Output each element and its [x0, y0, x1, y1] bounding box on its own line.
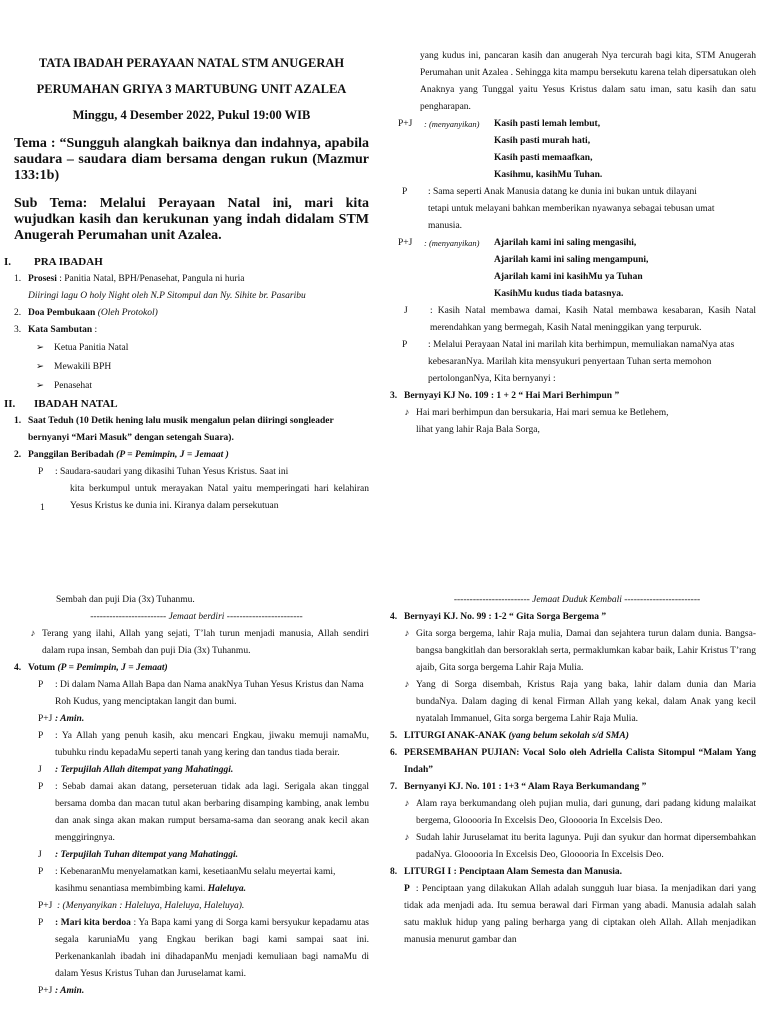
- speaker-text: : Di dalam Nama Allah Bapa dan Nama anakNya Tuhan Yesus Kristus dan Nama Roh Kudus, yang menciptakan langit dan bumi.: [55, 680, 364, 707]
- speaker-label: J: [404, 306, 408, 316]
- music-note-icon: ♪: [404, 408, 410, 418]
- song-line: Ajarilah kami ini saling mengampuni,: [494, 255, 649, 265]
- panggilan-continued: yang kudus ini, pancaran kasih dan anugerah Nya tercurah bagi kita, STM Anugerah Perumahan unit Azalea . Sehingga kita mampu bersekutu karena telah dipersatukan oleh Anaknya yang Tunggal yaitu Yesus Kristus dalam satu iman, satu kasih dan satu pengharapan.: [420, 51, 756, 112]
- item-kj101: [390, 779, 756, 796]
- speaker-label: P: [402, 187, 408, 197]
- item-note: (yang belum sekolah s/d SMA): [506, 731, 629, 741]
- song-verse: [398, 830, 756, 864]
- verse-text: Alam raya berkumandang oleh pujian mulia, dari gunung, dari padang kidung malaikat bergema, Glooooria In Excelsis Deo, Glooooria In Excelsis Deo.: [416, 799, 756, 826]
- speaker-text: : Kasih Natal membawa damai, Kasih Natal membawa kesabaran, Kasih Natal merendahkan yang bermegah, Kasih Natal meninggikan yang terpuruk.: [430, 306, 756, 333]
- section-title: PRA IBADAH: [34, 256, 103, 268]
- music-note-icon: ♪: [404, 629, 410, 639]
- tema: Tema : “Sungguh alangkah baiknya dan indahnya, apabila saudara – saudara diam bersama dengan rukun (Mazmur 133:1b): [14, 136, 369, 183]
- page2-left-column: [14, 592, 369, 1000]
- speaker-text: : KebenaranMu menyelamatkan kami, kesetiaanMu selalu meyertai kami, kasihmu senantiasa membimbing kami.: [55, 867, 336, 894]
- item-number: 4.: [14, 663, 22, 673]
- votum-p: [14, 728, 369, 762]
- item-saat-teduh: [14, 413, 369, 447]
- page-2: [0, 580, 768, 1024]
- item-number: 3.: [390, 391, 398, 401]
- verse-text: Yang di Sorga disembah, Kristus Raja yang baka, lahir dalam dunia dan Maria bundaNya. Dalam daging di kenal Firman Allah yang kekal, dalam Anak yang kecil nyatalah Immanuel, Gita sorga bergema Lahir Raja Mulia.: [416, 680, 756, 724]
- item-text: :: [92, 325, 98, 335]
- speaker-text: : Sebab damai akan datang, perseteruan tidak ada lagi. Serigala akan tinggal bersama domba dan macan tutul akan berbaring disamping kambing, anak lembu dan anak singa akan makan rumput bersama-sama dan seorang anak kecil akan menggiringnya.: [55, 782, 369, 843]
- item-doa: [14, 305, 369, 322]
- verse-text: Hai mari berhimpun dan bersukaria, Hai mari semua ke Betlehem, lihat yang lahir Raja Bala Sorga,: [416, 408, 669, 435]
- section-number: II.: [4, 398, 16, 410]
- response-p: [398, 337, 756, 388]
- pj-sing-1: [398, 116, 756, 133]
- item-number: 8.: [390, 867, 398, 877]
- arrow-bullet-icon: ➢: [36, 381, 44, 391]
- item-kj109: [390, 388, 756, 405]
- item-title: LITURGI I : Penciptaan Alam Semesta dan Manusia.: [404, 867, 622, 877]
- item-title: PERSEMBAHAN PUJIAN: Vocal Solo oleh Adriella Calista Sitompul “Malam Yang Indah”: [404, 748, 756, 775]
- speaker-mode: : (menyanyikan): [424, 238, 480, 248]
- song-line: Ajarilah kami ini kasihMu ya Tuhan: [494, 272, 643, 282]
- speaker-text: : Penciptaan yang dilakukan Allah adalah sungguh luar biasa. Ia menjadikan dari yang tidak ada menjadi ada. Itu semua berawal dari Firman yang abadi. Manusia adalah salah satu makluk hidup yang paling berharga yang di ciptakan oleh Allah. Allah menjadikan manusia menurut gambar dan: [404, 884, 756, 945]
- song-verse: [14, 626, 369, 660]
- liturgi-1-text: [398, 881, 756, 949]
- song-line: Kasih pasti memaafkan,: [494, 153, 593, 163]
- verse-text: Sudah lahir Juruselamat itu berita lagunya. Puji dan syukur dan hormat dipersembahkan padaNya. Glooooria In Excelsis Deo, Glooooria In Excelsis Deo.: [416, 833, 756, 860]
- sambutan-list: [14, 339, 369, 396]
- item-panggilan: [14, 447, 369, 464]
- speaker-mode: : (menyanyikan): [424, 119, 480, 129]
- section-title: IBADAH NATAL: [34, 398, 118, 410]
- item-liturgi-1: [390, 864, 756, 881]
- item-label: Votum: [28, 663, 56, 673]
- pj-sing-2: [398, 235, 756, 252]
- item-title: Bernyanyi KJ. No. 101 : 1+3 “ Alam Raya Berkumandang ”: [404, 782, 647, 792]
- sub-tema: Sub Tema: Melalui Perayaan Natal ini, mari kita wujudkan kasih dan kerukunan yang indah didalam STM Anugerah Perumahan unit Azalea.: [14, 196, 369, 243]
- song-verse: [398, 626, 756, 677]
- song-verse: [398, 677, 756, 728]
- song-line: Kasih pasti murah hati,: [494, 136, 591, 146]
- item-label: Kata Sambutan: [28, 325, 93, 335]
- page1-right-column: [390, 48, 756, 439]
- speaker-text: : Terpujilah Allah ditempat yang Mahatinggi.: [55, 765, 234, 775]
- item-prosesi-note: Diiringi lagu O holy Night oleh N.P Sitompul dan Ny. Sihite br. Pasaribu: [28, 291, 306, 301]
- speaker-label: P+J: [38, 714, 53, 724]
- music-note-icon: ♪: [404, 680, 410, 690]
- item-label: Panggilan Beribadah: [28, 450, 114, 460]
- speaker-label: P: [38, 467, 44, 477]
- arrow-bullet-icon: ➢: [36, 362, 44, 372]
- list-item-text: Mewakili BPH: [54, 362, 112, 372]
- votum-p: [14, 779, 369, 847]
- speaker-text: : Amin.: [55, 986, 85, 996]
- speaker-label: P: [38, 867, 44, 877]
- item-kj99: [390, 609, 756, 626]
- page-number: 1: [40, 503, 45, 513]
- song-verse: [398, 796, 756, 830]
- item-number: 7.: [390, 782, 398, 792]
- verse-continued: Sembah dan puji Dia (3x) Tuhanmu.: [56, 595, 195, 605]
- speaker-text-end: Haleluya.: [205, 884, 247, 894]
- item-number: 1.: [14, 416, 22, 426]
- title-line-1: TATA IBADAH PERAYAAN NATAL STM ANUGERAH: [38, 56, 345, 70]
- item-label: Prosesi: [28, 274, 57, 284]
- votum-pj: [14, 983, 369, 1000]
- item-label: Doa Pembukaan: [28, 308, 96, 318]
- speaker-label: P: [38, 680, 44, 690]
- item-number: 1.: [14, 274, 22, 284]
- list-item: [36, 377, 369, 396]
- votum-j: [14, 847, 369, 864]
- list-item-text: Ketua Panitia Natal: [54, 343, 129, 353]
- song-line: Kasihmu, kasihMu Tuhan.: [494, 170, 603, 180]
- speaker-label: P: [38, 918, 44, 928]
- arrow-bullet-icon: ➢: [36, 343, 44, 353]
- speaker-label: J: [38, 765, 42, 775]
- item-title: Bernyayi KJ. No. 99 : 1-2 “ Gita Sorga Bergema ”: [404, 612, 607, 622]
- item-role: (P = Pemimpin, J = Jemaat ): [113, 450, 229, 460]
- votum-p: [14, 915, 369, 983]
- item-votum: [14, 660, 369, 677]
- song-line: KasihMu kudus tiada batasnya.: [494, 289, 624, 299]
- speaker-text: : Sama seperti Anak Manusia datang ke dunia ini bukan untuk dilayani tetapi untuk melayani bahkan memberikan nyawanya sebagai tebusan umat manusia.: [428, 187, 715, 231]
- section-pra-ibadah: [4, 254, 369, 271]
- votum-pj: [14, 711, 369, 728]
- item-number: 3.: [14, 325, 22, 335]
- speaker-label: P+J: [38, 986, 53, 996]
- page2-right-column: [390, 592, 756, 949]
- speaker-label: P: [38, 782, 44, 792]
- song-line: Ajarilah kami ini saling mengasihi,: [494, 238, 637, 248]
- response-j: [398, 303, 756, 337]
- music-note-icon: ♪: [404, 833, 410, 843]
- page-gap: [0, 530, 768, 580]
- section-ibadah-natal: [4, 396, 369, 413]
- item-sambutan: [14, 322, 369, 339]
- speaker-label: P+J: [38, 901, 53, 911]
- item-number: 5.: [390, 731, 398, 741]
- item-number: 4.: [390, 612, 398, 622]
- speaker-text-label: : Mari kita berdoa: [55, 918, 131, 928]
- speaker-text: : Ya Allah yang penuh kasih, aku mencari Engkau, jiwaku memuji namaMu, tubuhku rindu kepadaMu seperti tanah yang kering dan tandus tiada berair.: [55, 731, 369, 758]
- song-verse: [398, 405, 756, 439]
- votum-j: [14, 762, 369, 779]
- music-note-icon: ♪: [404, 799, 410, 809]
- speaker-text: : (Menyanyikan : Haleluya, Haleluya, Haleluya).: [57, 901, 245, 911]
- item-text: Saat Teduh (10 Detik hening lalu musik mengalun pelan diiringi songleader bernyanyi “Mari Masuk” dengan setengah Suara).: [28, 416, 334, 443]
- item-persembahan: [390, 745, 756, 779]
- speaker-text: : Amin.: [55, 714, 85, 724]
- speaker-label: P: [402, 340, 408, 350]
- item-title: LITURGI ANAK-ANAK: [404, 731, 507, 741]
- response-p: [398, 184, 756, 235]
- speaker-label: P+J: [398, 238, 413, 248]
- item-text: : Panitia Natal, BPH/Penasehat, Pangula ni huria: [56, 274, 245, 284]
- speaker-text: : Terpujilah Tuhan ditempat yang Mahatinggi.: [55, 850, 239, 860]
- verse-text: Gita sorga bergema, lahir Raja mulia, Damai dan sejahtera turun dalam dunia. Bangsa-bangsa bangkitlah dan bersoraklah serta, permaklumkan kabar baik, Lahir Kristus T’rang ajaib, Gita sorga bergema Lahir Raja Mulia.: [416, 629, 756, 673]
- list-item-text: Penasehat: [54, 381, 92, 391]
- verse-text: Terang yang ilahi, Allah yang sejati, T’lah turun menjadi manusia, Allah sendiri dalam rupa insan, Sembah dan puji Dia (3x) Tuhanmu.: [42, 629, 369, 656]
- item-number: 6.: [390, 748, 398, 758]
- panggilan-p: [14, 464, 369, 481]
- item-number: 2.: [14, 308, 22, 318]
- list-item: [36, 358, 369, 377]
- speaker-text: : Melalui Perayaan Natal ini marilah kita berhimpun, memuliakan namaNya atas kebesaranNya. Marilah kita mensyukuri penyertaan Tuhan serta memohon pertolonganNya, Kita bernyanyi :: [428, 340, 735, 384]
- jemaat-duduk: ------------------------ Jemaat Duduk Kembali ------------------------: [453, 595, 701, 605]
- item-role: (P = Pemimpin, J = Jemaat): [55, 663, 168, 673]
- music-note-icon: ♪: [30, 629, 36, 639]
- item-note: (Oleh Protokol): [95, 308, 158, 318]
- title-line-2: PERUMAHAN GRIYA 3 MARTUBUNG UNIT AZALEA: [36, 82, 347, 96]
- speaker-label: J: [38, 850, 42, 860]
- votum-p: [14, 864, 369, 898]
- panggilan-p-cont: kita berkumpul untuk merayakan Natal yaitu memperingati hari kelahiran Yesus Kristus ke dunia ini. Kiranya dalam persekutuan: [70, 484, 369, 511]
- item-number: 2.: [14, 450, 22, 460]
- speaker-label: P: [38, 731, 44, 741]
- item-prosesi: [14, 271, 369, 288]
- page1-left-column: [4, 50, 369, 515]
- jemaat-berdiri: ------------------------ Jemaat berdiri ------------------------: [90, 612, 303, 622]
- votum-pj: [14, 898, 369, 915]
- speaker-text: : Ya Bapa kami yang di Sorga kami bersyukur kepadamu atas segala karuniaMu yang Engkau berikan bagi kami sampai saat ini. Perkenankanlah ibadah ini dihadapanMu menjadi kemuliaan bagi namaMu di dalam Yesus Kristus Tuhan dan Juruselamat kami.: [55, 918, 370, 979]
- item-title: Bernyayi KJ No. 109 : 1 + 2 “ Hai Mari Berhimpun ”: [404, 391, 620, 401]
- section-number: I.: [4, 256, 12, 268]
- votum-p: [14, 677, 369, 711]
- speaker-label: P+J: [398, 119, 413, 129]
- speaker-text: : Saudara-saudari yang dikasihi Tuhan Yesus Kristus. Saat ini: [55, 467, 289, 477]
- song-line: Kasih pasti lemah lembut,: [494, 119, 601, 129]
- service-date: Minggu, 4 Desember 2022, Pukul 19:00 WIB: [72, 108, 311, 122]
- list-item: [36, 339, 369, 358]
- speaker-label: P: [404, 884, 410, 894]
- item-liturgi-anak: [390, 728, 756, 745]
